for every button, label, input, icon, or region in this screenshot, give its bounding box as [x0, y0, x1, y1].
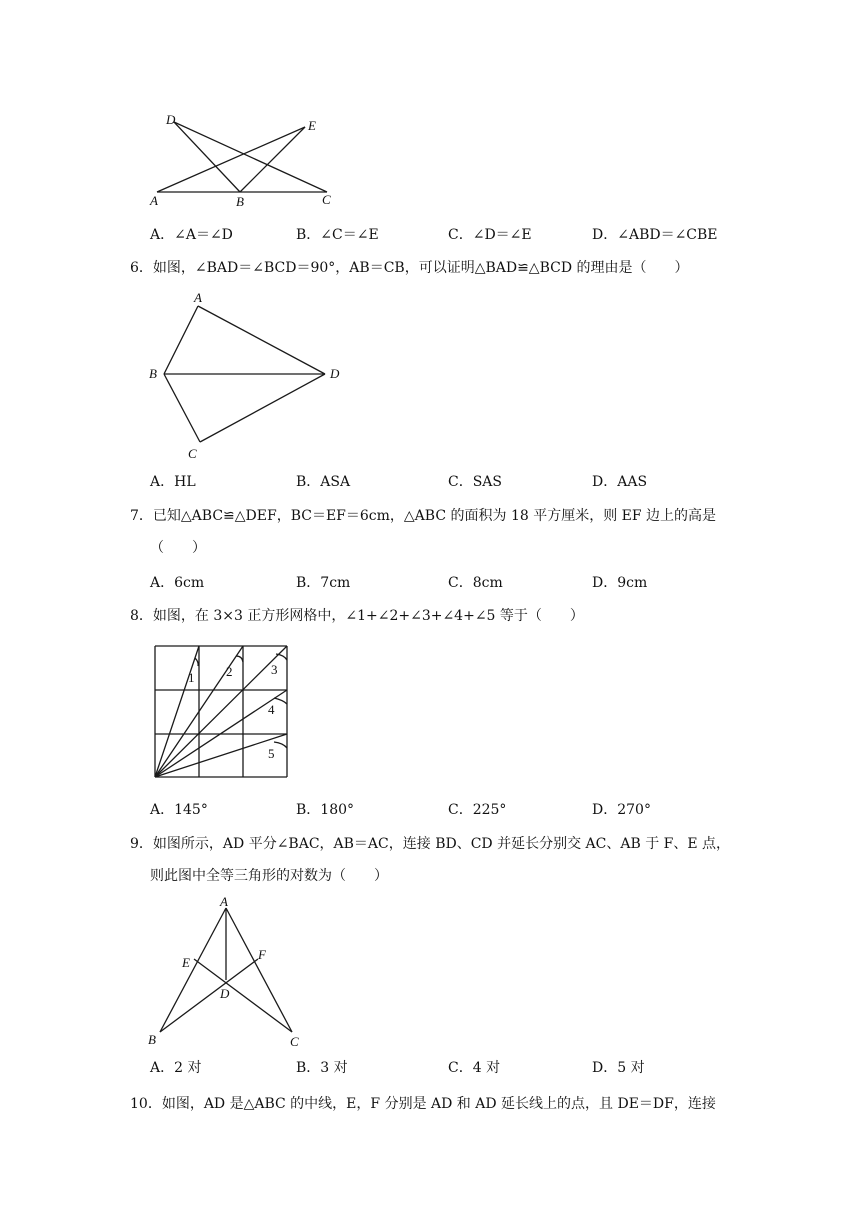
q8-label-4: 4	[268, 702, 275, 717]
q8-label-1: 1	[188, 670, 195, 685]
q8-arc-5	[274, 742, 287, 748]
q5-line-b-e	[240, 127, 305, 192]
q5-option-c: C．∠D＝∠E	[448, 227, 532, 243]
q6-option-d: D．AAS	[592, 474, 648, 490]
q9-label-a: A	[220, 894, 228, 909]
q6-line-b-c	[164, 374, 200, 442]
q9-label-b: B	[148, 1032, 156, 1047]
q8-figure	[150, 640, 295, 785]
q6-stem: 6．如图，∠BAD＝∠BCD＝90°，AB＝CB，可以证明△BAD≌△BCD 的理由是（ ）	[130, 260, 689, 276]
q8-arc-3	[276, 654, 287, 660]
q9-label-e: E	[182, 955, 190, 970]
q10-stem: 10．如图，AD 是△ABC 的中线，E，F 分别是 AD 和 AD 延长线上的点，且 DE＝DF，连接	[130, 1096, 716, 1112]
q9-figure	[140, 892, 310, 1048]
q7-option-d: D．9cm	[592, 575, 648, 591]
q6-label-c: C	[188, 446, 197, 461]
q8-ray-1	[155, 646, 199, 777]
q8-label-3: 3	[271, 662, 278, 677]
q5-label-b: B	[236, 194, 244, 209]
q9-line-a-c	[226, 908, 292, 1032]
q8-arc-4	[274, 698, 287, 704]
q5-option-d: D．∠ABD＝∠CBE	[592, 227, 718, 243]
q8-option-c: C．225°	[448, 802, 507, 818]
q9-option-b: B．3 对	[296, 1060, 348, 1076]
q9-stem-line1: 9．如图所示，AD 平分∠BAC，AB＝AC，连接 BD、CD 并延长分别交 AC、AB 于 F、E 点，	[130, 836, 731, 852]
q6-label-d: D	[330, 366, 340, 381]
q8-option-b: B．180°	[296, 802, 355, 818]
q5-figure	[140, 110, 340, 210]
q6-option-a: A．HL	[150, 474, 196, 490]
q6-label-a: A	[194, 290, 202, 305]
q8-option-d: D．270°	[592, 802, 651, 818]
q9-option-d: D．5 对	[592, 1060, 645, 1076]
q7-option-a: A．6cm	[150, 575, 205, 591]
q8-arc-2	[236, 656, 243, 662]
q7-option-b: B．7cm	[296, 575, 351, 591]
q9-label-f: F	[258, 947, 266, 962]
q5-label-c: C	[322, 192, 331, 207]
q9-label-d: D	[220, 986, 230, 1001]
q6-line-c-d	[200, 374, 325, 442]
q5-label-a: A	[150, 193, 158, 208]
q8-stem: 8．如图，在 3×3 正方形网格中，∠1+∠2+∠3+∠4+∠5 等于（ ）	[130, 608, 584, 624]
q7-stem-line2: （ ）	[150, 540, 206, 556]
q7-stem-line1: 7．已知△ABC≌△DEF，BC＝EF＝6cm，△ABC 的面积为 18 平方厘米，则 EF 边上的高是	[130, 508, 717, 524]
q9-option-c: C．4 对	[448, 1060, 501, 1076]
q8-label-2: 2	[226, 664, 233, 679]
q5-line-d-b	[174, 122, 240, 192]
q6-option-b: B．ASA	[296, 474, 351, 490]
q5-label-e: E	[308, 118, 316, 133]
q5-option-a: A．∠A＝∠D	[150, 227, 233, 243]
q5-label-d: D	[166, 112, 176, 127]
q9-option-a: A．2 对	[150, 1060, 202, 1076]
q9-stem-line2: 则此图中全等三角形的对数为（ ）	[150, 868, 388, 884]
q9-label-c: C	[290, 1034, 299, 1048]
q6-line-b-a	[164, 306, 198, 374]
q8-label-5: 5	[268, 746, 275, 761]
q9-line-a-b	[160, 908, 226, 1032]
q7-option-c: C．8cm	[448, 575, 503, 591]
q6-option-c: C．SAS	[448, 474, 503, 490]
q5-option-b: B．∠C＝∠E	[296, 227, 379, 243]
q8-arc-1	[195, 658, 198, 666]
q6-figure	[140, 286, 350, 466]
q6-line-a-d	[198, 306, 325, 374]
q6-label-b: B	[149, 366, 157, 381]
q8-option-a: A．145°	[150, 802, 208, 818]
